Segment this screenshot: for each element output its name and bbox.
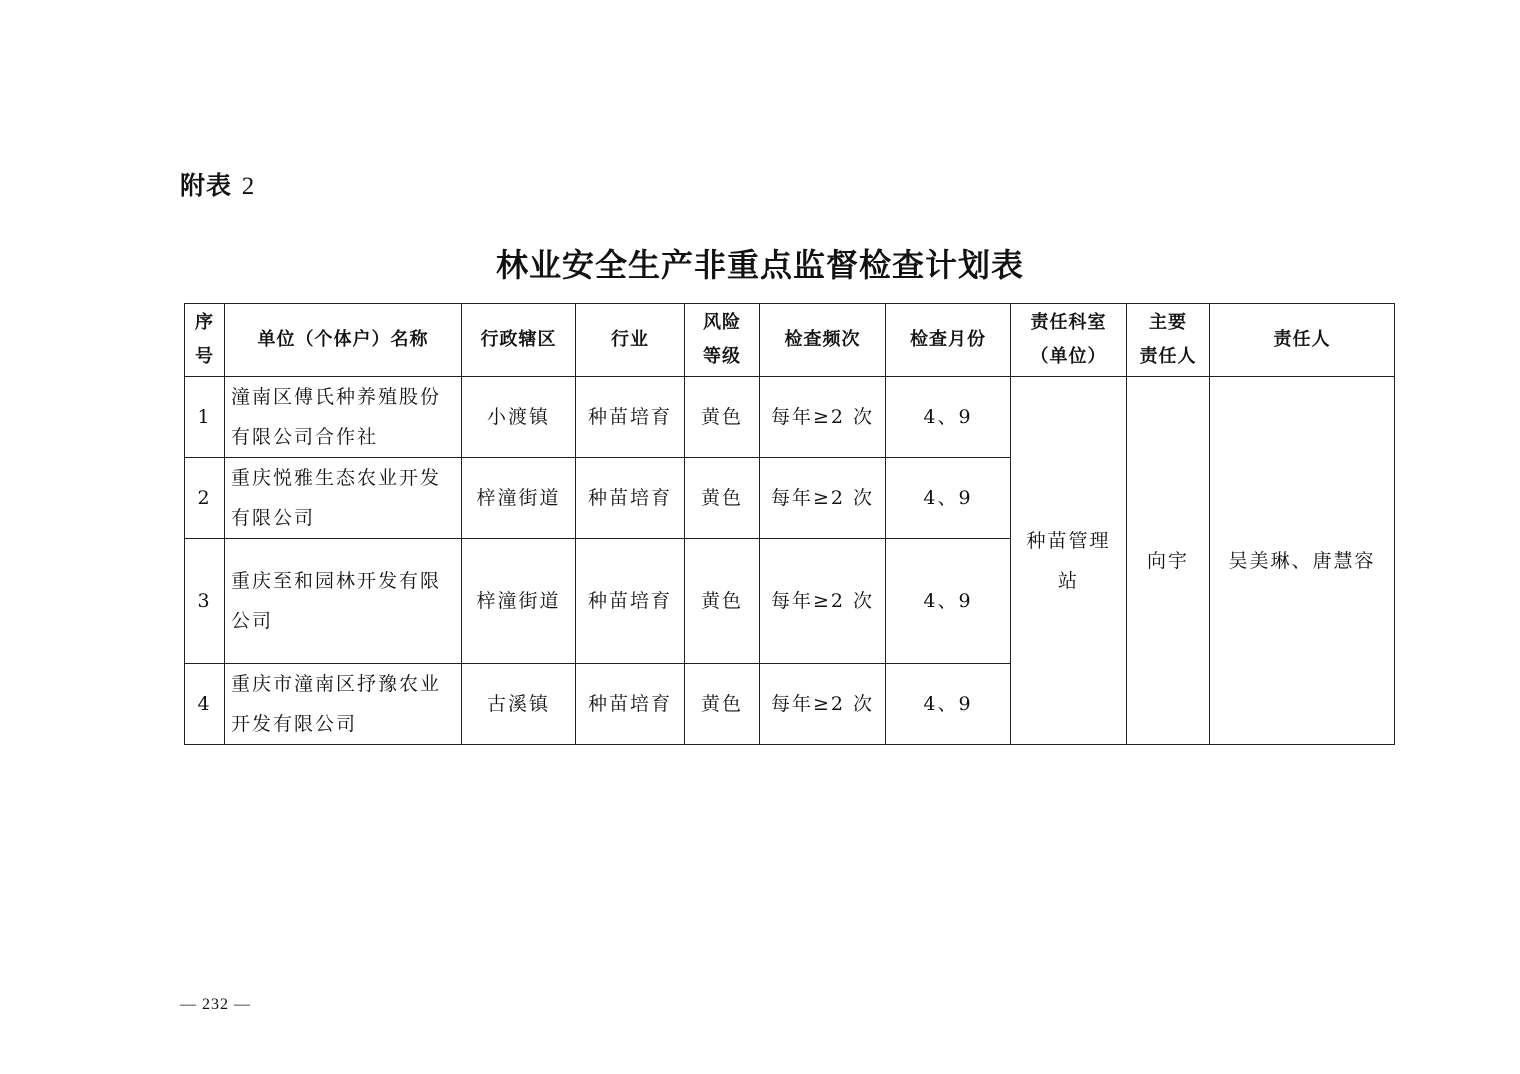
row-frequency: 每年≥2 次 bbox=[760, 539, 886, 664]
row-industry: 种苗培育 bbox=[576, 377, 685, 458]
row-district: 梓潼街道 bbox=[462, 458, 576, 539]
row-frequency: 每年≥2 次 bbox=[760, 664, 886, 745]
row-risk: 黄色 bbox=[685, 458, 760, 539]
header-industry: 行业 bbox=[576, 304, 685, 377]
table-header-row bbox=[185, 304, 1395, 377]
header-main-line2: 责任人 bbox=[1139, 346, 1197, 367]
header-seq bbox=[185, 304, 225, 377]
merged-dept-line1: 种苗管理 bbox=[1026, 529, 1111, 552]
appendix-number: 2 bbox=[241, 173, 256, 200]
row-seq: 3 bbox=[185, 539, 225, 664]
row-unit-line1: 重庆市潼南区抒豫农业 bbox=[231, 673, 442, 695]
row-seq: 2 bbox=[185, 458, 225, 539]
row-unit-line2: 有限公司 bbox=[231, 507, 316, 529]
header-frequency: 检查频次 bbox=[760, 304, 886, 377]
row-unit-name bbox=[225, 539, 462, 664]
header-dept-line1: 责任科室 bbox=[1030, 312, 1107, 333]
row-unit-name bbox=[225, 377, 462, 458]
row-industry: 种苗培育 bbox=[576, 539, 685, 664]
row-unit-line2: 有限公司合作社 bbox=[231, 426, 379, 448]
header-dept bbox=[1011, 304, 1127, 377]
row-risk: 黄色 bbox=[685, 539, 760, 664]
header-risk-line2: 等级 bbox=[703, 346, 741, 367]
inspection-plan-table bbox=[184, 303, 1395, 745]
row-seq: 1 bbox=[185, 377, 225, 458]
merged-dept-line2: 站 bbox=[1057, 569, 1079, 592]
row-frequency: 每年≥2 次 bbox=[760, 377, 886, 458]
row-risk: 黄色 bbox=[685, 377, 760, 458]
row-month: 4、9 bbox=[886, 377, 1011, 458]
header-main-person bbox=[1127, 304, 1210, 377]
page-number: — 232 — bbox=[180, 996, 251, 1013]
row-month: 4、9 bbox=[886, 458, 1011, 539]
header-risk-line1: 风险 bbox=[703, 312, 741, 333]
document-title: 林业安全生产非重点监督检查计划表 bbox=[495, 246, 1024, 284]
row-frequency: 每年≥2 次 bbox=[760, 458, 886, 539]
row-industry: 种苗培育 bbox=[576, 664, 685, 745]
appendix-label bbox=[180, 166, 255, 202]
header-unit-name: 单位（个体户）名称 bbox=[225, 304, 462, 377]
row-seq: 4 bbox=[185, 664, 225, 745]
row-unit-name bbox=[225, 458, 462, 539]
row-unit-line2: 开发有限公司 bbox=[231, 713, 358, 735]
row-unit-line1: 重庆悦雅生态农业开发 bbox=[231, 467, 442, 489]
header-seq-line2: 号 bbox=[195, 346, 214, 367]
row-unit-line1: 重庆至和园林开发有限 bbox=[231, 570, 442, 592]
row-unit-name bbox=[225, 664, 462, 745]
merged-main-person: 向宇 bbox=[1127, 377, 1210, 745]
appendix-label-text: 附表 bbox=[180, 171, 233, 200]
merged-persons: 吴美琳、唐慧容 bbox=[1210, 377, 1395, 745]
row-district: 古溪镇 bbox=[462, 664, 576, 745]
header-district: 行政辖区 bbox=[462, 304, 576, 377]
merged-dept bbox=[1011, 377, 1127, 745]
row-month: 4、9 bbox=[886, 539, 1011, 664]
row-risk: 黄色 bbox=[685, 664, 760, 745]
row-month: 4、9 bbox=[886, 664, 1011, 745]
header-person: 责任人 bbox=[1210, 304, 1395, 377]
row-district: 梓潼街道 bbox=[462, 539, 576, 664]
row-industry: 种苗培育 bbox=[576, 458, 685, 539]
table-row bbox=[185, 377, 1395, 458]
row-unit-line2: 公司 bbox=[231, 610, 274, 632]
header-seq-line1: 序 bbox=[195, 312, 214, 333]
header-risk bbox=[685, 304, 760, 377]
header-month: 检查月份 bbox=[886, 304, 1011, 377]
row-unit-line1: 潼南区傅氏种养殖股份 bbox=[231, 386, 442, 408]
header-dept-line2: （单位） bbox=[1030, 346, 1107, 367]
header-main-line1: 主要 bbox=[1149, 312, 1187, 333]
row-district: 小渡镇 bbox=[462, 377, 576, 458]
